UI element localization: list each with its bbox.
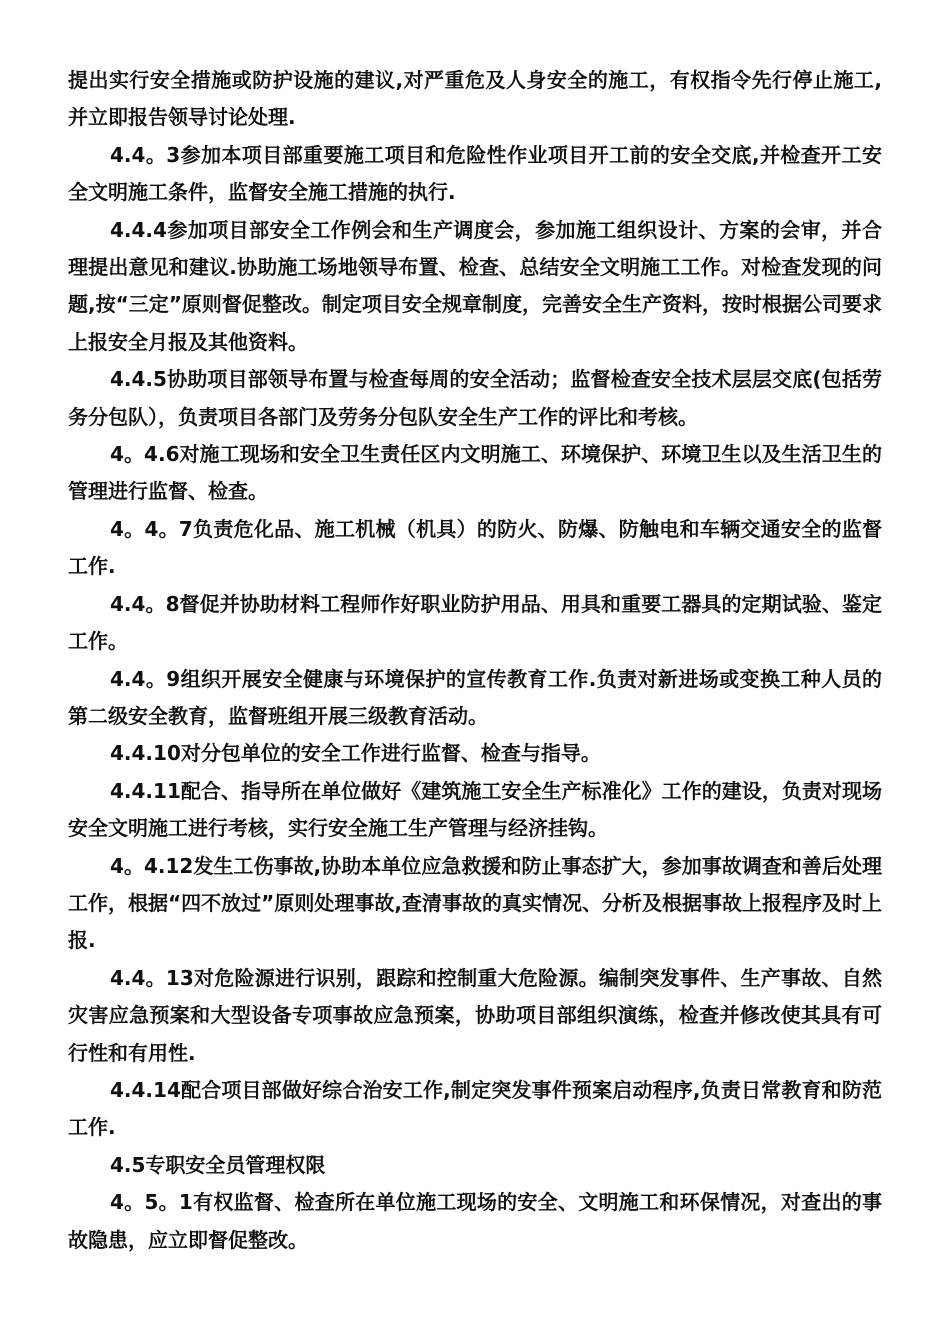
paragraph-4-4-9: 4.4。9组织开展安全健康与环境保护的宣传教育工作.负责对新进场或变换工种人员的第二级安全教育，监督班组开展三级教育活动。 xyxy=(68,666,882,728)
paragraph-4-4-13: 4.4。13对危险源进行识别，跟踪和控制重大危险源。编制突发事件、生产事故、自然灾害应急预案和大型设备专项事故应急预案，协助项目部组织演练，检查并修改使其具有可行性和有用性. xyxy=(68,965,882,1065)
paragraph-4-4-7: 4。4。7负责危化品、施工机械（机具）的防火、防爆、防触电和车辆交通安全的监督工作. xyxy=(68,516,882,579)
paragraph-4-4-14: 4.4.14配合项目部做好综合治安工作,制定突发事件预案启动程序,负责日常教育和防范工作. xyxy=(68,1077,882,1140)
paragraph-4-4-12: 4。4.12发生工伤事故,协助本单位应急救援和防止事态扩大，参加事故调查和善后处理工作，根据“四不放过”原则处理事故,查清事故的真实情况、分析及根据事故上报程序及时上报. xyxy=(68,853,882,953)
document-page xyxy=(68,62,882,1259)
paragraph-4-4-4: 4.4.4参加项目部安全工作例会和生产调度会，参加施工组织设计、方案的会审，并合理提出意见和建议.协助施工场地领导布置、检查、总结安全文明施工工作。对检查发现的问题,按“三定”原则督促整改。制定项目安全规章制度，完善安全生产资料，按时根据公司要求上报安全月报及其他资料。 xyxy=(68,217,882,354)
paragraph-4-4-8: 4.4。8督促并协助材料工程师作好职业防护用品、用具和重要工器具的定期试验、鉴定工作。 xyxy=(68,591,882,654)
paragraph-4-4-11: 4.4.11配合、指导所在单位做好《建筑施工安全生产标准化》工作的建设，负责对现场安全文明施工进行考核，实行安全施工生产管理与经济挂钩。 xyxy=(68,778,882,841)
paragraph-4-4-10: 4.4.10对分包单位的安全工作进行监督、检查与指导。 xyxy=(110,741,601,766)
paragraph-4-4-6: 4。4.6对施工现场和安全卫生责任区内文明施工、环境保护、环境卫生以及生活卫生的管理进行监督、检查。 xyxy=(68,442,882,504)
section-heading-4-5: 4.5专职安全员管理权限 xyxy=(110,1152,326,1177)
paragraph-continuation: 提出实行安全措施或防护设施的建议,对严重危及人身安全的施工，有权指令先行停止施工,并立即报告领导讨论处理. xyxy=(68,68,882,130)
paragraph-4-5-1: 4。5。1有权监督、检查所在单位施工现场的安全、文明施工和环保情况，对查出的事故隐患，应立即督促整改。 xyxy=(68,1190,882,1252)
paragraph-4-4-5: 4.4.5协助项目部领导布置与检查每周的安全活动；监督检查安全技术层层交底(包括劳务分包队），负责项目各部门及劳务分包队安全生产工作的评比和考核。 xyxy=(68,367,882,429)
paragraph-4-4-3: 4.4。3参加本项目部重要施工项目和危险性作业项目开工前的安全交底,并检查开工安全文明施工条件，监督安全施工措施的执行. xyxy=(68,142,882,205)
